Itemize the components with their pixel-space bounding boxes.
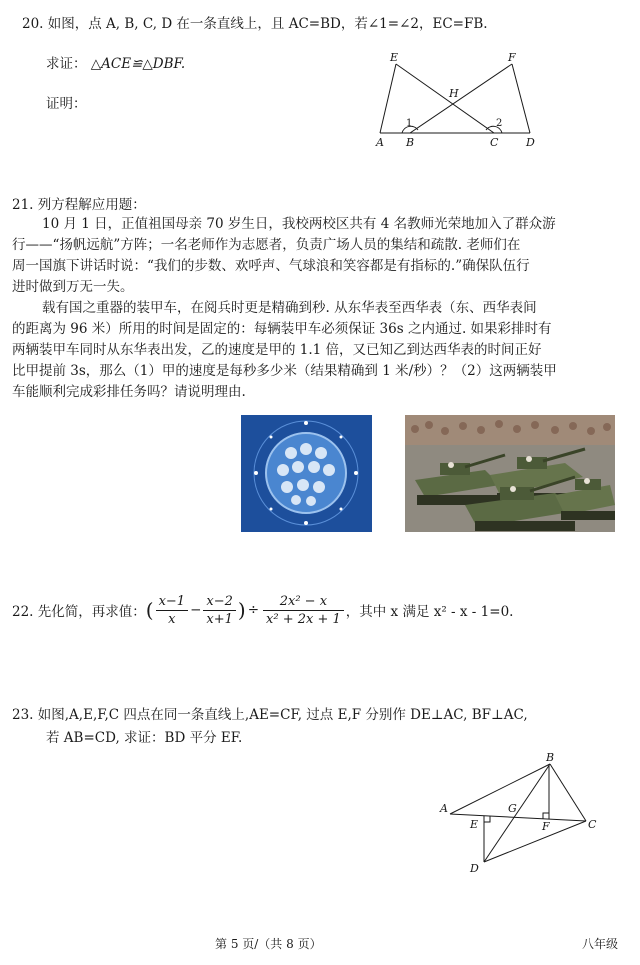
q20-label-2: 2 — [496, 118, 503, 129]
q22-expression — [12, 590, 513, 630]
q22-divide-sign: ÷ — [247, 602, 260, 618]
q23-seg-AB — [450, 764, 550, 814]
q20-prove-label: 求证： — [46, 56, 87, 72]
q22-frac2-den: x+1 — [206, 611, 233, 627]
q20-label-1: 1 — [406, 118, 413, 129]
parade-logo-image — [241, 415, 372, 532]
q21-p1-line: 进时做到万无一失。 — [12, 279, 134, 295]
q22-fraction-3 — [263, 594, 344, 627]
q20-label-F: F — [508, 51, 516, 64]
q21-paragraph-2 — [12, 298, 622, 403]
page-number: 第 5 页/（共 8 页） — [215, 937, 322, 951]
q23-seg-BD — [484, 764, 550, 862]
q23-figure — [436, 750, 606, 880]
q21-p1-line: 行——“扬帆远航”方阵；一名老师作为志愿者，负责广场人员的集结和疏散. 老师们在 — [12, 237, 521, 253]
q21-p2-line: 的距离为 96 米）所用的时间是固定的：每辆装甲车必须保证 36s 之内通过. 如果彩排时有 — [12, 321, 552, 337]
q22-frac1-num: x−1 — [156, 594, 189, 611]
q22-suffix: ，其中 x 满足 x² - x - 1=0. — [345, 604, 514, 620]
grade-label: 八年级 — [582, 937, 619, 951]
q20-figure — [370, 50, 550, 150]
q22-fraction-1 — [156, 594, 189, 627]
q20-label-E: E — [390, 51, 399, 64]
q23-right-angle-E — [484, 816, 490, 822]
tank-parade-photo — [405, 415, 615, 532]
q20-header: 20. 如图，点 A, B, C, D 在一条直线上，且 AC=BD，若∠1=∠2，EC=FB. — [22, 16, 488, 32]
q22-frac3-den: x² + 2x + 1 — [266, 611, 341, 627]
q22-frac3-num: 2x² − x — [263, 594, 344, 611]
q21-p2-line: 载有国之重器的装甲车，在阅兵时更是精确到秒. 从东华表至西华表（东、西华表间 — [42, 300, 537, 316]
q23-label-A: A — [440, 802, 448, 815]
q23-label-B: B — [546, 751, 555, 764]
q23-label-D: D — [470, 862, 479, 875]
q22-frac1-den: x — [168, 611, 176, 627]
q21-p2-line: 两辆装甲车同时从东华表出发，乙的速度是甲的 1.1 倍，又已知乙到达西华表的时间正好 — [12, 342, 542, 358]
q20-seg-FD — [512, 64, 530, 133]
q21-p1-line: 10 月 1 日，正值祖国母亲 70 岁生日，我校两校区共有 4 名教师光荣地加入了群众游 — [42, 216, 556, 232]
q20-proof-label: 证明： — [46, 96, 87, 112]
q22-paren-open: ( — [145, 598, 154, 622]
q23-line-1: 23. 如图,A,E,F,C 四点在同一条直线上,AE=CF, 过点 E,F 分别作 DE⊥AC, BF⊥AC, — [12, 707, 528, 723]
q23-label-C: C — [588, 818, 597, 831]
q20-label-C: C — [490, 136, 499, 149]
q20-label-H: H — [449, 87, 459, 100]
q23-right-angle-F — [543, 813, 549, 819]
q20-label-A: A — [376, 136, 384, 149]
q23-label-E: E — [470, 818, 479, 831]
q20-prove-statement: △ACE≌△DBF. — [90, 56, 186, 72]
q23-line-2: 若 AB=CD, 求证：BD 平分 EF. — [46, 730, 243, 746]
q21-p2-line: 比甲提前 3s，那么（1）甲的速度是每秒多少米（结果精确到 1 米/秒）？（2）这两辆装甲 — [12, 363, 557, 379]
q20-label-B: B — [406, 136, 415, 149]
q23-label-G: G — [508, 802, 517, 815]
q20-seg-AE — [380, 64, 396, 133]
q21-p2-line: 车能顺利完成彩排任务吗？请说明理由. — [12, 384, 246, 400]
q22-minus-sign: − — [190, 602, 202, 618]
q20-prove — [46, 52, 185, 72]
q21-p1-line: 周一国旗下讲话时说：“我们的步数、欢呼声、气球浪和笑容都是有指标的.”确保队伍行 — [12, 258, 530, 274]
q22-paren-close: ) — [237, 598, 246, 622]
q23-seg-BC — [550, 764, 586, 821]
q21-header: 21. 列方程解应用题： — [12, 197, 146, 213]
q21-paragraph-1 — [12, 214, 622, 298]
q22-fraction-2 — [203, 594, 236, 627]
q23-seg-DC — [484, 821, 586, 862]
q22-frac2-num: x−2 — [203, 594, 236, 611]
q23-label-F: F — [542, 820, 550, 833]
q20-label-D: D — [526, 136, 535, 149]
q22-prefix: 22. 先化简，再求值： — [12, 604, 146, 620]
